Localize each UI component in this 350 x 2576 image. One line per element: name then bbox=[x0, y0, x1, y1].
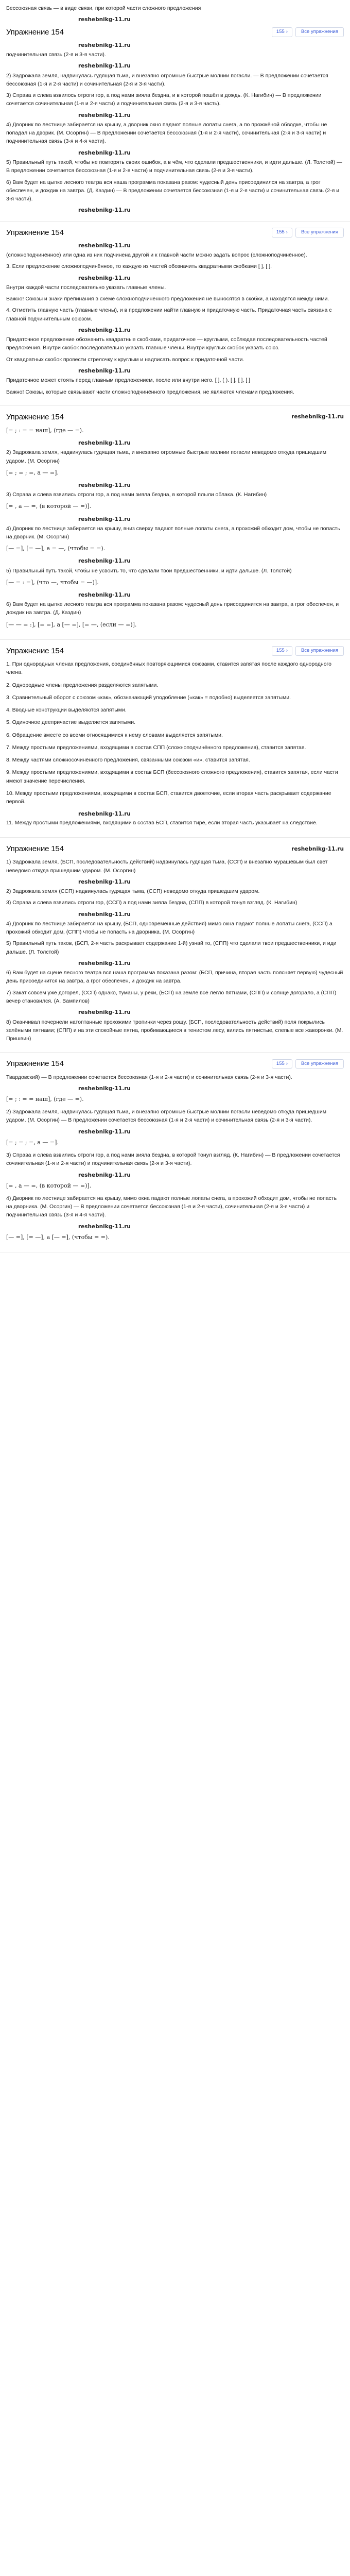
text-line: 4) Дворник по лестнице забирается на крышу, (БСП, одновременные действия) мимо окна падают полные лопаты снега, (ССП) а прохожий обходит дом, (СПП) чтобы не попасть на дворника. (М. Осоргин) bbox=[6, 920, 332, 936]
exercise-header bbox=[6, 26, 344, 38]
header-buttons bbox=[272, 1059, 344, 1069]
text-line: 3) Справа и слева взвились отроги гор, а под нами зияла бездна, в которой тонул взгляд. (К. Нагибин) — В предложении сочетается сочинительная (1-я и 2-я части) и подчинительная связь (2-я и 3-я части). bbox=[6, 1151, 340, 1167]
scheme-line: [= ; : = = наш], (где — =). bbox=[6, 1096, 84, 1103]
exercise-title: Упражнение 154 bbox=[6, 646, 64, 655]
paragraph: Придаточное может стоять перед главным предложением, после или внутри него. [ ], ( ). [ ], [ ], [ ] bbox=[6, 377, 250, 384]
watermark: reshebnikg-11.ru bbox=[78, 516, 131, 522]
text-line: 5) Правильный путь такой, чтобы не усвоить то, что сделали твои предшественники, и идти дальше. (Л. Толстой) bbox=[6, 567, 292, 574]
watermark: reshebnikg-11.ru bbox=[78, 1172, 131, 1178]
watermark: reshebnikg-11.ru bbox=[78, 112, 131, 118]
scheme-line: [— — = :], [= =], а [— =], [= —, (если — =)]. bbox=[6, 621, 137, 628]
count-button[interactable] bbox=[272, 646, 292, 656]
chevron-right-icon: › bbox=[286, 1060, 288, 1066]
scheme-line: [— = : =], (что —, чтобы = —)]. bbox=[6, 579, 99, 586]
text-line: 5) Правильный путь таков, (БСП, 2-я часть раскрывает содержание 1-й) узнай то, (СПП) что сделали твои предшественники, и иди дальше. (Л. Толстой) bbox=[6, 940, 337, 955]
count-button[interactable] bbox=[272, 27, 292, 37]
scheme-line: [= ; = ; =, а — =]. bbox=[6, 1139, 59, 1146]
count-label: 155 bbox=[276, 28, 285, 35]
text-line: 2) Задрожала земля, надвинулась гудящая тьма, и внезапно огромные быстрые молнии погасли неведомо откуда пришедшим ударом. (М. Осоргин) — В предложении сочетается бессоюзная (1-я и 2-я части) и сочинительная связь (2-я и 3-я части). bbox=[6, 1109, 326, 1124]
header-buttons bbox=[272, 646, 344, 656]
exercise-header bbox=[6, 227, 344, 239]
text-line: 6) Вам будет на цыпке лесного театра вся наша программа показана разом: чудесный день присоединился на завтра, а грог обеспечен, и дождик на завтра. (Д. Каздин) — В предложении сочетается бессоюзная (1-я и 2-я части) и сочинительная связь (2-я и 3-я части). bbox=[6, 179, 340, 202]
watermark: reshebnikg-11.ru bbox=[78, 1128, 131, 1135]
watermark: reshebnikg-11.ru bbox=[78, 440, 131, 447]
chevron-right-icon: › bbox=[286, 229, 288, 235]
count-button[interactable] bbox=[272, 1059, 292, 1069]
section-1 bbox=[0, 0, 350, 222]
all-exercises-button[interactable]: Все упражнения bbox=[295, 27, 344, 37]
text-line: 4) Дворник по лестнице забирается на крышу, а дворник окно падают полные лопаты снега, а по прожжёной обводке, чтобы не попадал на дворик. (М. Осоргин) — В предложении сочетается бессоюзная (1-я и 2-я части), сочинительная (2-я и 3-я части) и подчинительная связь (3-я и 4-я части). bbox=[6, 121, 327, 145]
header-buttons bbox=[272, 27, 344, 37]
all-exercises-button[interactable]: Все упражнения bbox=[295, 1059, 344, 1069]
text-line: 2) Задрожала земля, надвинулась гудящая тьма, и внезапно огромные быстрые молнии погасли. — В предложении сочетается бессоюзная (1-я и 2-я части) и сочинительная (2-я и 3-я части). bbox=[6, 72, 328, 87]
watermark: reshebnikg-11.ru bbox=[78, 482, 131, 488]
scheme-line: [— =], [= —], а = —, (чтобы = =). bbox=[6, 545, 106, 552]
watermark: reshebnikg-11.ru bbox=[78, 811, 131, 818]
paragraph: Внутри каждой части последовательно указать главные члены. bbox=[6, 284, 166, 291]
text-line: Твардовский) — В предложении сочетается бессоюзная (1-я и 2-я части) и сочинительная связь (2-я и 3-я части). bbox=[6, 1074, 292, 1080]
count-label: 155 bbox=[276, 648, 285, 654]
count-label: 155 bbox=[276, 229, 285, 235]
watermark: reshebnikg-11.ru bbox=[291, 414, 344, 420]
section-3 bbox=[0, 406, 350, 640]
watermark: reshebnikg-11.ru bbox=[78, 327, 131, 333]
section-2 bbox=[0, 222, 350, 406]
watermark: reshebnikg-11.ru bbox=[78, 1223, 131, 1230]
exercise-title: Упражнение 154 bbox=[6, 1059, 64, 1069]
header-buttons bbox=[272, 228, 344, 238]
text-line: 6) Вам будет на сцене лесного театра вся наша программа показана разом: (БСП, причина, вторая часть поясняет первую) чудесный день присоединится на завтра, а грог обеспечен, и дождик на завтра. bbox=[6, 970, 343, 985]
section-5 bbox=[0, 838, 350, 1053]
exercise-title: Упражнение 154 bbox=[6, 27, 64, 37]
list-item: 6. Обращение вместе со всеми относящимися к нему словами выделяется запятыми. bbox=[6, 732, 223, 738]
list-item: 2. Однородные члены предложения разделяются запятыми. bbox=[6, 682, 159, 688]
exercise-title: Упражнение 154 bbox=[6, 412, 64, 421]
exercise-title: Упражнение 154 bbox=[6, 844, 64, 854]
watermark: reshebnikg-11.ru bbox=[78, 1009, 131, 1016]
watermark: reshebnikg-11.ru bbox=[78, 558, 131, 565]
watermark: reshebnikg-11.ru bbox=[78, 149, 131, 156]
list-item: 5. Одиночное деепричастие выделяется запятыми. bbox=[6, 719, 136, 726]
text-line: 1) Задрожала земля, (БСП, последовательность действий) надвинулась гудящая тьма, (ССП) и внезапно мурашёвым был свет неведомо откуда пришедшим ударом. (М. Осоргин) bbox=[6, 859, 328, 874]
paragraph: Важно! Союзы и знаки препинания в схеме сложноподчинённого предложения не выносятся в скобки, а находятся между ними. bbox=[6, 296, 329, 302]
list-item: 10. Между простыми предложениями, входящими в состав БСП, ставится двоеточие, если вторая часть раскрывает содержание первой. bbox=[6, 790, 331, 805]
exercise-header bbox=[6, 411, 344, 423]
rules-list bbox=[6, 660, 344, 827]
list-item: 11. Между простыми предложениями, входящими в состав БСП, ставится тире, если вторая часть указывает на следствие. bbox=[6, 819, 318, 826]
scheme-line: [= ; : = = наш], (где — =). bbox=[6, 427, 84, 434]
paragraph: 4. Отметить главную часть (главные члены), и в предложении найти главную и придаточную часть. Придаточная часть связана с главной подчинительным союзом. bbox=[6, 307, 332, 322]
text-line: 2) Задрожала земля (ССП) надвинулась гудящая тьма, (ССП) неведомо откуда пришедшим ударом. bbox=[6, 888, 260, 895]
watermark: reshebnikg-11.ru bbox=[78, 42, 131, 48]
count-label: 155 bbox=[276, 1060, 285, 1066]
text-line: 8) Оканчивал почернели натоптанные прохожими тропинки через рощу. (БСП, последовательность действий) поля покрылись зелёными пятнами; (СПП) и на эти спокойные пятна, пробивающиеся в тенистом лесу, вились пятнистые, слепые все жаворонки. (М. Пришвин) bbox=[6, 1019, 343, 1042]
list-item: 8. Между частями сложносочинённого предложения, связанными союзом «и», ставится запятая. bbox=[6, 757, 250, 764]
watermark: reshebnikg-11.ru bbox=[291, 845, 344, 852]
watermark: reshebnikg-11.ru bbox=[78, 207, 131, 214]
text-line: 7) Закат совсем уже догорел, (ССП) однако, туманы, у реки, (БСП) на земле всё легло пятнами, (СПП) и солнце догорало, а (СПП) вечер становился. (А. Вампилов) bbox=[6, 989, 337, 1004]
watermark: reshebnikg-11.ru bbox=[78, 63, 131, 70]
text-line: 4) Дворник по лестнице забирается на крышу, вниз сверху падают полные лопаты снега, а прохожий обходит дом, чтобы не попасть на дворник. (М. Осоргин) bbox=[6, 525, 340, 540]
text-line: подчинительная связь (2-я и 3-я части). bbox=[6, 52, 106, 58]
page bbox=[0, 0, 350, 1252]
all-exercises-button[interactable]: Все упражнения bbox=[295, 646, 344, 656]
all-exercises-button[interactable]: Все упражнения bbox=[295, 228, 344, 238]
scheme-line: [= , а — =, (в которой — =)]. bbox=[6, 1182, 92, 1189]
chevron-right-icon: › bbox=[286, 648, 288, 654]
chevron-right-icon: › bbox=[286, 28, 288, 35]
list-item: 4. Вводные конструкции выделяются запятыми. bbox=[6, 707, 127, 714]
section-4 bbox=[0, 640, 350, 838]
exercise-title: Упражнение 154 bbox=[6, 228, 64, 237]
watermark: reshebnikg-11.ru bbox=[78, 242, 131, 249]
text-line: 3) Справа и слева взвились отроги гор, а под нами зияла бездна, в которой плыли облака. (К. Нагибин) bbox=[6, 492, 267, 498]
paragraph: 3. Если предложение сложноподчинённое, то каждую из частей обозначить квадратными скобками [ ], [ ]. bbox=[6, 263, 272, 270]
watermark: reshebnikg-11.ru bbox=[78, 1085, 131, 1092]
exercise-header bbox=[6, 843, 344, 855]
watermark: reshebnikg-11.ru bbox=[78, 275, 131, 281]
text-line: 2) Задрожала земля, надвинулась гудящая тьма, и внезапно огромные быстрые молнии погасли неведомо откуда пришедшим ударом. (М. Осоргин) bbox=[6, 449, 326, 464]
watermark: reshebnikg-11.ru bbox=[78, 591, 131, 598]
watermark: reshebnikg-11.ru bbox=[78, 878, 131, 885]
watermark: reshebnikg-11.ru bbox=[78, 960, 131, 967]
text-line: 6) Вам будет на цыпке лесного театра вся программа показана разом: чудесный день присоединится на завтра, а грог обеспечен, и дождик на завтра. (Д. Каздин) bbox=[6, 601, 339, 616]
watermark: reshebnikg-11.ru bbox=[78, 911, 131, 918]
watermark: reshebnikg-11.ru bbox=[78, 16, 131, 23]
text-line: 5) Правильный путь такой, чтобы не повторять своих ошибок, а в чём, что сделали предшественники, и идти дальше. (Л. Толстой) — В предложении сочетается бессоюзная (1-я и 2-я части) и подчинительная связь (2-я и 3-я части). bbox=[6, 159, 342, 174]
list-item: 7. Между простыми предложениями, входящими в состав СПП (сложноподчинённого предложения), ставится запятая. bbox=[6, 744, 306, 751]
scheme-line: [= ; = ; =, а — =]. bbox=[6, 469, 59, 476]
paragraph: Придаточное предложение обозначить квадратные скобками, придаточное — круглыми, соблюдая последовательность частей предложения. Внутри скобок последовательно указать главные члены. Внутри круглых скобок указать союз. bbox=[6, 336, 327, 351]
text-line: 3) Справа и слева взвилось отроги гор, а под нами зияла бездна, и в которой пошёл в дождь. (К. Нагибин) — В предложении сочетается сочинительная (1-я и 2-я части) и подчинительная связь (2-я и 3-я часть). bbox=[6, 92, 322, 107]
list-item: 3. Сравнительный оборот с союзом «как», обозначающий уподобление («как» = подобно) выделяется запятыми. bbox=[6, 694, 291, 701]
scheme-line: [— =], [= —], а [— =], (чтобы = =). bbox=[6, 1233, 110, 1241]
section-6 bbox=[0, 1053, 350, 1252]
paragraph: (сложноподчинённое) или одна из них подчинена другой и к главной части можно задать вопрос (сложноподчинённое). bbox=[6, 252, 307, 259]
count-button[interactable] bbox=[272, 228, 292, 238]
list-item: 9. Между простыми предложениями, входящими в состав БСП (бессоюзного сложного предложения), ставится запятая, если части имеют значение перечисления. bbox=[6, 769, 338, 784]
paragraph: От квадратных скобок провести стрелочку к круглым и надписать вопрос к придаточной части. bbox=[6, 356, 244, 363]
text-line: 3) Справа и слева взвились отроги гор, (ССП) а под нами зияла бездна, (СПП) в которой тонул взгляд. (К. Нагибин) bbox=[6, 900, 297, 906]
list-item: 1. При однородных членах предложения, соединённых повторяющимися союзами, ставится запятая после каждого однородного члена. bbox=[6, 661, 331, 676]
exercise-header bbox=[6, 1058, 344, 1070]
exercise-header bbox=[6, 645, 344, 657]
watermark: reshebnikg-11.ru bbox=[78, 368, 131, 374]
scheme-line: [= , а — =, (в которой — =)]. bbox=[6, 503, 92, 510]
intro-text: Бессоюзная связь — в виде связи, при которой части сложного предложения bbox=[6, 5, 201, 11]
text-line: 4) Дворник по лестнице забирается на крышу, мимо окна падают полные лопаты снега, а прохожий обходит дом, чтобы не попасть на дворника. (М. Осоргин) — В предложении сочетается бессоюзная (1-я и 2-я части), сочинительная (2-я и 3-я части) и подчинительная связь (3-я и 4-я части). bbox=[6, 1195, 337, 1218]
paragraph: Важно! Союзы, которые связывают части сложноподчинённого предложения, не являются членами предложения. bbox=[6, 388, 294, 395]
